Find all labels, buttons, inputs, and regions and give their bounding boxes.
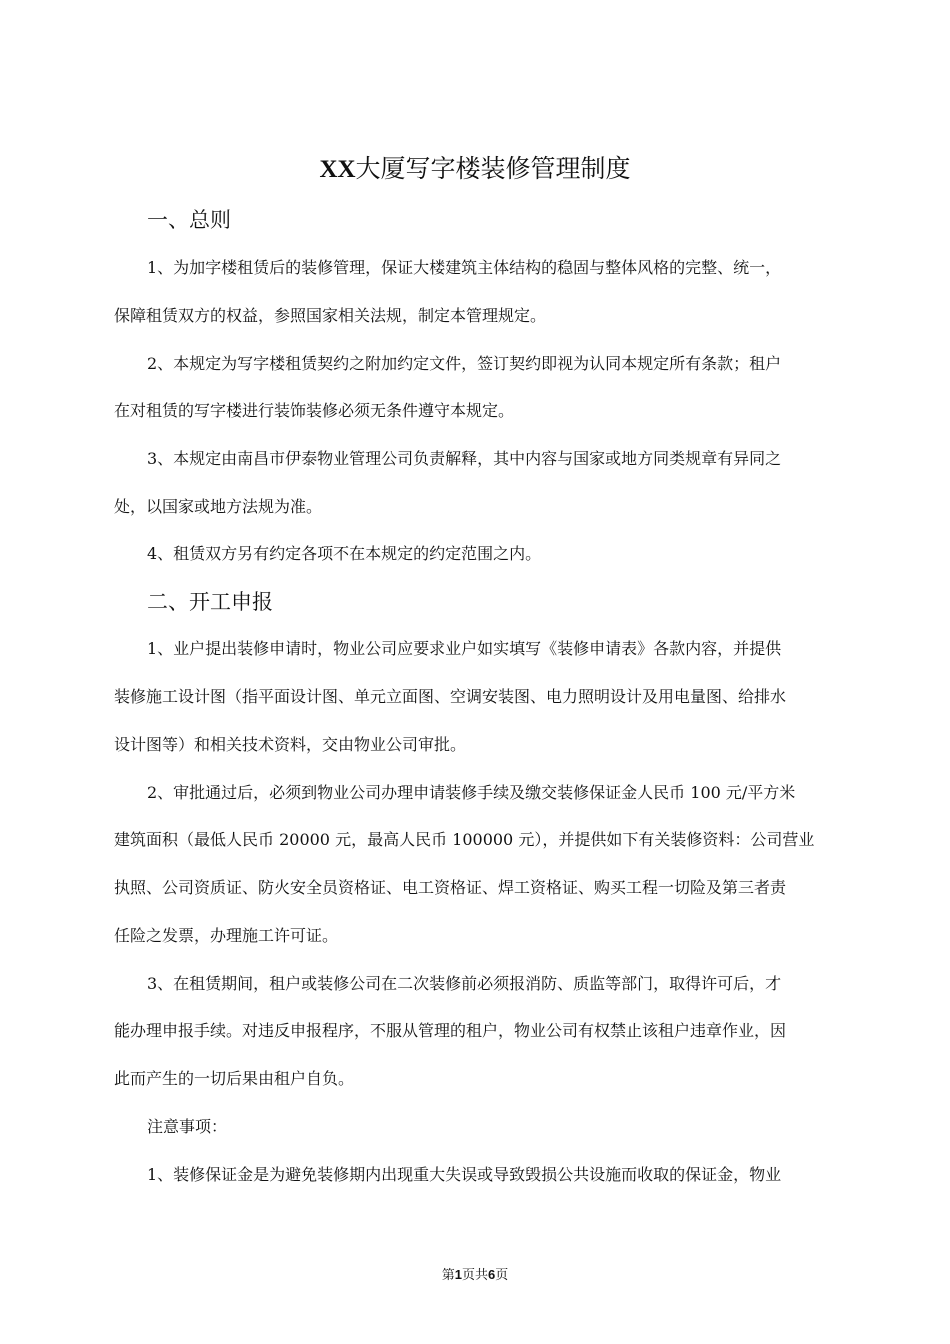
total-page-number: 6 — [488, 1267, 496, 1282]
notes-heading: 注意事项： — [147, 1117, 228, 1136]
paragraph-line: 4、租赁双方另有约定各项不在本规定的约定范围之内。 — [147, 544, 542, 563]
paragraph-line: 能办理申报手续。对违反申报程序，不服从管理的租户，物业公司有权禁止该租户违章作业，因 — [114, 1021, 787, 1040]
footer-prefix: 第 — [441, 1268, 455, 1283]
paragraph-line: 1、为加字楼租赁后的装修管理，保证大楼建筑主体结构的稳固与整体风格的完整、统一， — [147, 258, 782, 277]
paragraph-line: 执照、公司资质证、防火安全员资格证、电工资格证、焊工资格证、购买工程一切险及第三者责 — [114, 878, 787, 897]
footer-middle: 页共 — [461, 1268, 488, 1283]
paragraph-line: 3、本规定由南昌市伊泰物业管理公司负责解释，其中内容与国家或地方同类规章有异同之 — [147, 449, 782, 468]
paragraph-line: 保障租赁双方的权益，参照国家相关法规，制定本管理规定。 — [114, 306, 547, 325]
paragraph-line: 2、本规定为写字楼租赁契约之附加约定文件，签订契约即视为认同本规定所有条款；租户 — [147, 354, 782, 373]
paragraph-line: 任险之发票，办理施工许可证。 — [114, 926, 339, 945]
footer-suffix: 页 — [495, 1268, 509, 1283]
paragraph-line: 建筑面积（最低人民币 20000 元，最高人民币 100000 元），并提供如下有关装修资料：公司营业 — [114, 830, 815, 849]
document-title — [0, 152, 950, 187]
section-heading-general: 一、总则 — [147, 208, 231, 232]
paragraph-line: 设计图等）和相关技术资料，交由物业公司审批。 — [114, 735, 467, 754]
paragraph-line: 2、审批通过后，必须到物业公司办理申请装修手续及缴交装修保证金人民币 100 元/平方米 — [147, 783, 796, 802]
section-heading-application: 二、开工申报 — [147, 590, 273, 614]
paragraph-line: 在对租赁的写字楼进行装饰装修必须无条件遵守本规定。 — [114, 401, 515, 420]
paragraph-line: 1、业户提出装修申请时，物业公司应要求业户如实填写《装修申请表》各款内容，并提供 — [147, 639, 782, 658]
paragraph-line: 此而产生的一切后果由租户自负。 — [114, 1069, 355, 1088]
paragraph-line: 1、装修保证金是为避免装修期内出现重大失误或导致毁损公共设施而收取的保证金，物业 — [147, 1165, 782, 1184]
current-page-number: 1 — [454, 1267, 462, 1282]
paragraph-line: 装修施工设计图（指平面设计图、单元立面图、空调安装图、电力照明设计及用电量图、给排水 — [114, 687, 787, 706]
title-text: 大厦写字楼装修管理制度 — [355, 154, 631, 183]
title-prefix: XX — [319, 156, 356, 183]
paragraph-line: 3、在租赁期间，租户或装修公司在二次装修前必须报消防、质监等部门，取得许可后，才 — [147, 974, 782, 993]
paragraph-line: 处，以国家或地方法规为准。 — [114, 497, 323, 516]
page-footer — [0, 1266, 950, 1285]
